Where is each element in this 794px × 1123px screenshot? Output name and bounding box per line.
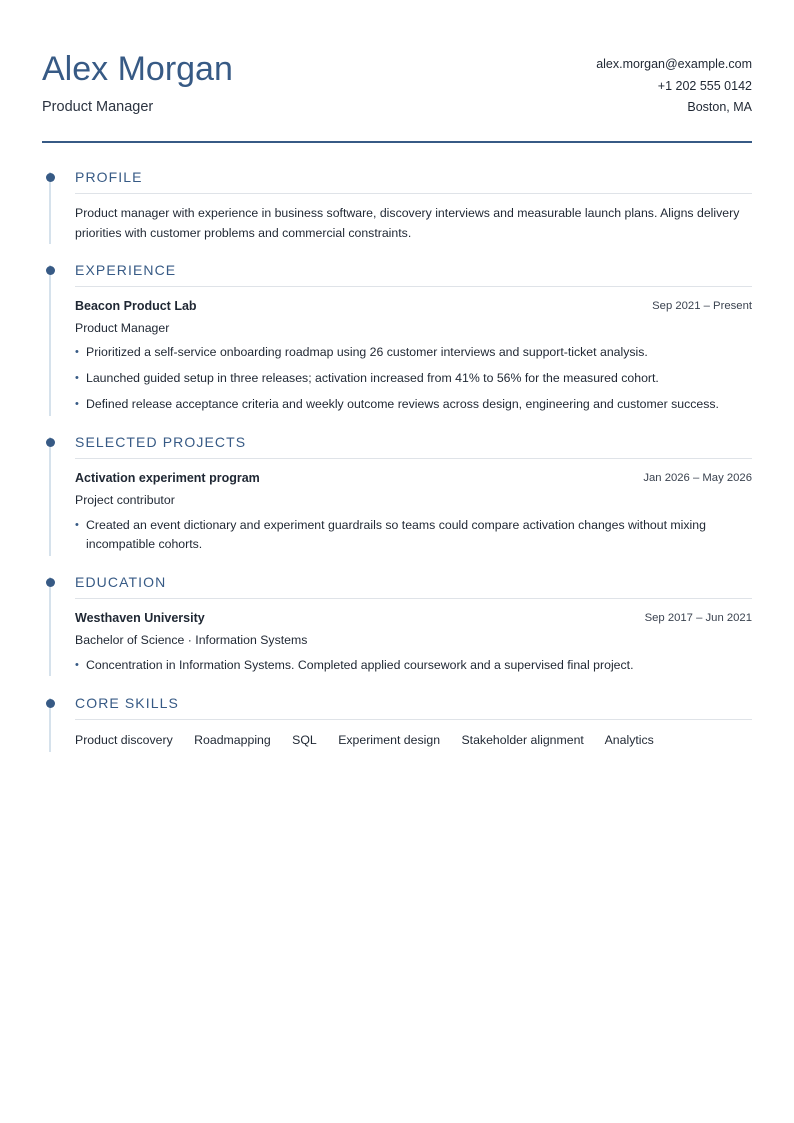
timeline-dot (46, 578, 55, 587)
section-divider (75, 598, 752, 599)
bullet-icon: • (75, 659, 79, 671)
list-item: • Defined release acceptance criteria and weekly outcome reviews across design, engineering and customer success. (75, 395, 752, 414)
list-item: • Created an event dictionary and experiment guardrails so teams could compare activation changes without mixing incompatible cohorts. (75, 518, 706, 551)
phone-text: +1 202 555 0142 (657, 78, 752, 93)
bullet-icon: • (75, 372, 79, 384)
contact-block (596, 56, 752, 121)
email-link[interactable]: alex.morgan@example.com (596, 57, 752, 71)
timeline-dot (46, 438, 55, 447)
bullet-icon: • (75, 346, 79, 358)
timeline-dot (46, 699, 55, 708)
profile-summary: Product manager with experience in business software, discovery interviews and measurable launch plans. Aligns delivery priorities with customer problems and commercial constraints. (75, 206, 740, 240)
project-role: Project contributor (75, 493, 175, 507)
experience-dates: Sep 2021 – Present (652, 300, 752, 312)
list-item: • Prioritized a self-service onboarding roadmap using 26 customer interviews and support-ticket analysis. (75, 343, 752, 362)
section-heading-skills: CORE SKILLS (75, 695, 179, 711)
timeline-line (49, 172, 51, 244)
section-divider (75, 458, 752, 459)
section-divider (75, 286, 752, 287)
project-name: Activation experiment program (75, 471, 260, 485)
candidate-name: Alex Morgan (42, 50, 233, 88)
project-dates: Jan 2026 – May 2026 (643, 472, 752, 484)
timeline-line (49, 265, 51, 416)
bullet-icon: • (75, 519, 79, 531)
header-divider (42, 141, 752, 143)
skills-list (75, 732, 672, 748)
section-heading-profile: PROFILE (75, 169, 143, 185)
job-role: Product Manager (75, 321, 170, 335)
skill-item: SQL (292, 733, 317, 747)
bullet-icon: • (75, 398, 79, 410)
section-divider (75, 193, 752, 194)
timeline-line (49, 437, 51, 556)
timeline-dot (46, 266, 55, 275)
school-name: Westhaven University (75, 611, 205, 625)
location-text: Boston, MA (687, 100, 752, 114)
section-heading-education: EDUCATION (75, 574, 167, 590)
skill-item: Roadmapping (194, 733, 271, 747)
list-item: • Launched guided setup in three releases; activation increased from 41% to 56% for the measured cohort. (75, 369, 752, 388)
skill-item: Stakeholder alignment (461, 733, 584, 747)
education-dates: Sep 2017 – Jun 2021 (644, 612, 752, 624)
section-heading-experience: EXPERIENCE (75, 262, 177, 278)
section-heading-projects: SELECTED PROJECTS (75, 434, 247, 450)
section-divider (75, 719, 752, 720)
timeline-dot (46, 173, 55, 182)
company-name: Beacon Product Lab (75, 299, 197, 313)
degree: Bachelor of Science · Information Systems (75, 633, 308, 647)
skill-item: Experiment design (338, 733, 441, 747)
timeline-line (49, 577, 51, 676)
list-item: • Concentration in Information Systems. Completed applied coursework and a supervised final project. (75, 656, 752, 675)
skill-item: Analytics (604, 733, 654, 747)
skill-item: Product discovery (75, 733, 173, 747)
candidate-title: Product Manager (42, 99, 154, 115)
